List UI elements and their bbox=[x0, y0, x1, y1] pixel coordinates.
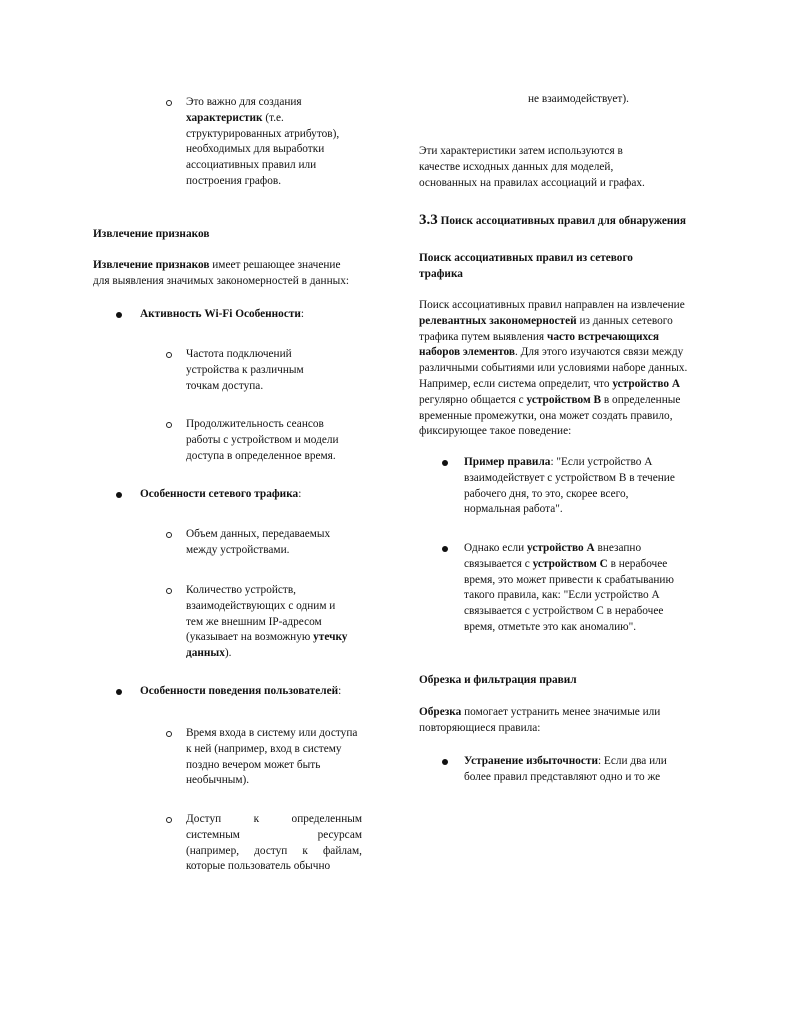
characteristics-paragraph: Эти характеристики затем используются в качестве исходных данных для моделей, основанных на правилах ассоциаций и графах. bbox=[419, 145, 645, 189]
filled-bullet-icon bbox=[116, 689, 122, 695]
filled-bullet-icon bbox=[442, 460, 448, 466]
wifi-sub-item-2: Продолжительность сеансов работы с устройством и модели доступа в определенное время. bbox=[186, 418, 339, 462]
user-sub-item-2: Доступ к определенным системным ресурсам (например, доступ к файлам, которые пользователь обычно bbox=[186, 813, 362, 873]
circle-bullet-icon bbox=[166, 588, 172, 594]
circle-bullet-icon bbox=[166, 817, 172, 823]
circle-bullet-icon bbox=[166, 100, 172, 106]
pruning-paragraph: Обрезка помогает устранить менее значимые или повторяющиеся правила: bbox=[419, 706, 661, 734]
network-sub-item-2: Количество устройств, взаимодействующих с одним и тем же внешним IP-адресом (указывает на возможную утечку данных). bbox=[186, 584, 348, 660]
circle-bullet-icon bbox=[166, 532, 172, 538]
network-features-heading: Особенности сетевого трафика: bbox=[140, 488, 302, 500]
section-heading: 3.3 Поиск ассоциативных правил для обнаружения bbox=[419, 212, 686, 228]
filled-bullet-icon bbox=[442, 759, 448, 765]
anomaly-example-bullet: Однако если устройство A внезапно связывается с устройством C в нерабочее время, это может привести к срабатыванию такого правила, как: "Если устройство A связывается с устройством C в нерабочее время, отметьте это как аномалию". bbox=[464, 542, 674, 633]
association-rules-subheading: Поиск ассоциативных правил из сетевого трафика bbox=[419, 252, 633, 280]
intro-sub-bullet: Это важно для создания характеристик (т.е. структурированных атрибутов), необходимых для выработки ассоциативных правил или построения графов. bbox=[186, 96, 340, 187]
circle-bullet-icon bbox=[166, 352, 172, 358]
association-rules-paragraph: Поиск ассоциативных правил направлен на извлечение релевантных закономерностей из данных сетевого трафика путем выявления часто встречающихся наборов элементов. Для этого изучаются связи между различными событиями или условиями наборе данных. Например, если система определит, что устройство A регулярно общается с устройством B в определенные временные промежутки, она может создать правило, фиксирующее такое поведение: bbox=[419, 299, 688, 438]
wifi-sub-item-1: Частота подключений устройства к различным точкам доступа. bbox=[186, 348, 304, 392]
feature-extraction-heading: Извлечение признаков bbox=[93, 228, 210, 240]
network-sub-item-1: Объем данных, передаваемых между устройствами. bbox=[186, 528, 331, 556]
rule-example-bullet: Пример правила: "Если устройство A взаимодействует с устройством B в течение рабочего дня, то это, скорее всего, нормальная работа". bbox=[464, 456, 675, 516]
circle-bullet-icon bbox=[166, 422, 172, 428]
user-features-heading: Особенности поведения пользователей: bbox=[140, 685, 342, 697]
circle-bullet-icon bbox=[166, 731, 172, 737]
feature-extraction-paragraph: Извлечение признаков имеет решающее значение для выявления значимых закономерностей в данных: bbox=[93, 259, 350, 287]
wifi-features-heading: Активность Wi-Fi Особенности: bbox=[140, 308, 305, 320]
continuation-line: не взаимодействует). bbox=[528, 93, 629, 105]
user-sub-item-1: Время входа в систему или доступа к ней (например, вход в систему поздно вечером может быть необычным). bbox=[186, 727, 358, 787]
filled-bullet-icon bbox=[116, 312, 122, 318]
filled-bullet-icon bbox=[442, 546, 448, 552]
redundancy-bullet: Устранение избыточности: Если два или более правил представляют одно и то же bbox=[464, 755, 667, 783]
filled-bullet-icon bbox=[116, 492, 122, 498]
pruning-subheading: Обрезка и фильтрация правил bbox=[419, 674, 577, 686]
